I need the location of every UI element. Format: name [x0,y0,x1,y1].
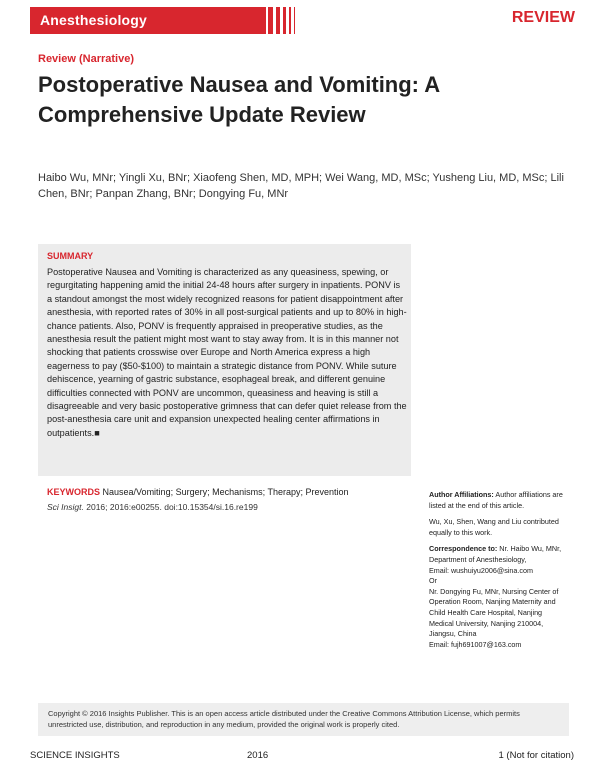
second-contact: Nr. Dongying Fu, MNr, Nursing Center of Operation Room, Nanjing Maternity and Child Health Care Hospital, Nanjing Medical University, Nanjing 210004, Jiangsu, China [429,586,559,639]
keywords-label: KEYWORDS [47,487,101,497]
summary-text [47,266,407,440]
journal-name: Anesthesiology [40,12,148,28]
summary-heading: SUMMARY [47,251,94,261]
article-title: Postoperative Nausea and Vomiting: A Comprehensive Update Review [38,72,440,127]
footer-year: 2016 [247,750,269,761]
citation-details: 2016; 2016:e00255. doi:10.15354/si.16.re199 [86,502,258,512]
end-mark: ■ [94,427,100,438]
section-label: Review (Narrative) [38,53,134,65]
summary-body: Postoperative Nausea and Vomiting is characterized as any queasiness, spewing, or regurgitating happening amid the initial 24-48 hours after surgery in inpatients. PONV is a standout amongst the most widely recognized reasons for patient disappointment after anesthesia, with reported rates of 30% in all post-surgical patients and up to 80% in high-chance patients. Also, PONV is frequently appraised in preoperative studies, as the anesthesia result the patient might most want to stay away from. It is in this manner not shocking that patients crosswise over Europe and North America express a high eagerness to pay ($50-$100) to maintain a strategic distance from PONV. While suture dehiscence, yearning of gastric substance, esophageal break, and different genuine difficulties connected with PONV are uncommon, queasiness and heaving is still a disagreeable and very basic postoperative grimness that can defer quiet release from the post-anesthesia care unit and expansion unexpected healing center affirmations in outpatients. [47,267,407,438]
footer-page: 1 (Not for citation) [498,750,574,761]
citation [47,502,407,512]
footer-publisher: SCIENCE INSIGHTS [30,750,120,761]
copyright-notice: Copyright © 2016 Insights Publisher. This is an open access article distributed under the Creative Commons Attribution License, which permits unrestricted use, distribution, and reproduction in any medium, provided the original work is properly cited. [48,709,520,729]
email-link-2[interactable]: Email: fujh691007@163.com [429,639,522,649]
affiliations-note: Author Affiliations: Author affiliations are listed at the end of this article. [429,490,563,510]
keywords-list: Nausea/Vomiting; Surgery; Mechanisms; Therapy; Prevention [102,487,349,497]
equal-contribution-note: Wu, Xu, Shen, Wang and Liu contributed equally to this work. [429,517,559,537]
author-info-sidebar [429,490,564,650]
or-separator: Or [429,576,437,586]
article-type-tag: REVIEW [511,9,575,26]
correspondence-block: Correspondence to: Nr. Haibo Wu, MNr, Department of Anesthesiology, Email: wushuiyu2006@sina.com Or Nr. Dongying Fu, MNr, Nursing Center of Operation Room, Nanjing Maternity and Child Health Care Hospital, Nanjing Medical University, Nanjing 210004, Jiangsu, China Email: fujh691007@163.com [429,544,564,650]
banner-stripes [268,7,295,34]
citation-journal: Sci Insigt. [47,502,84,512]
keywords [47,487,407,497]
author-list: Haibo Wu, MNr; Yingli Xu, BNr; Xiaofeng Shen, MD, MPH; Wei Wang, MD, MSc; Yusheng Liu, MD, MSc; Lili Chen, BNr; Panpan Zhang, BNr; Dongying Fu, MNr [38,172,564,200]
email-link-1[interactable]: Email: wushuiyu2006@sina.com [429,565,533,575]
